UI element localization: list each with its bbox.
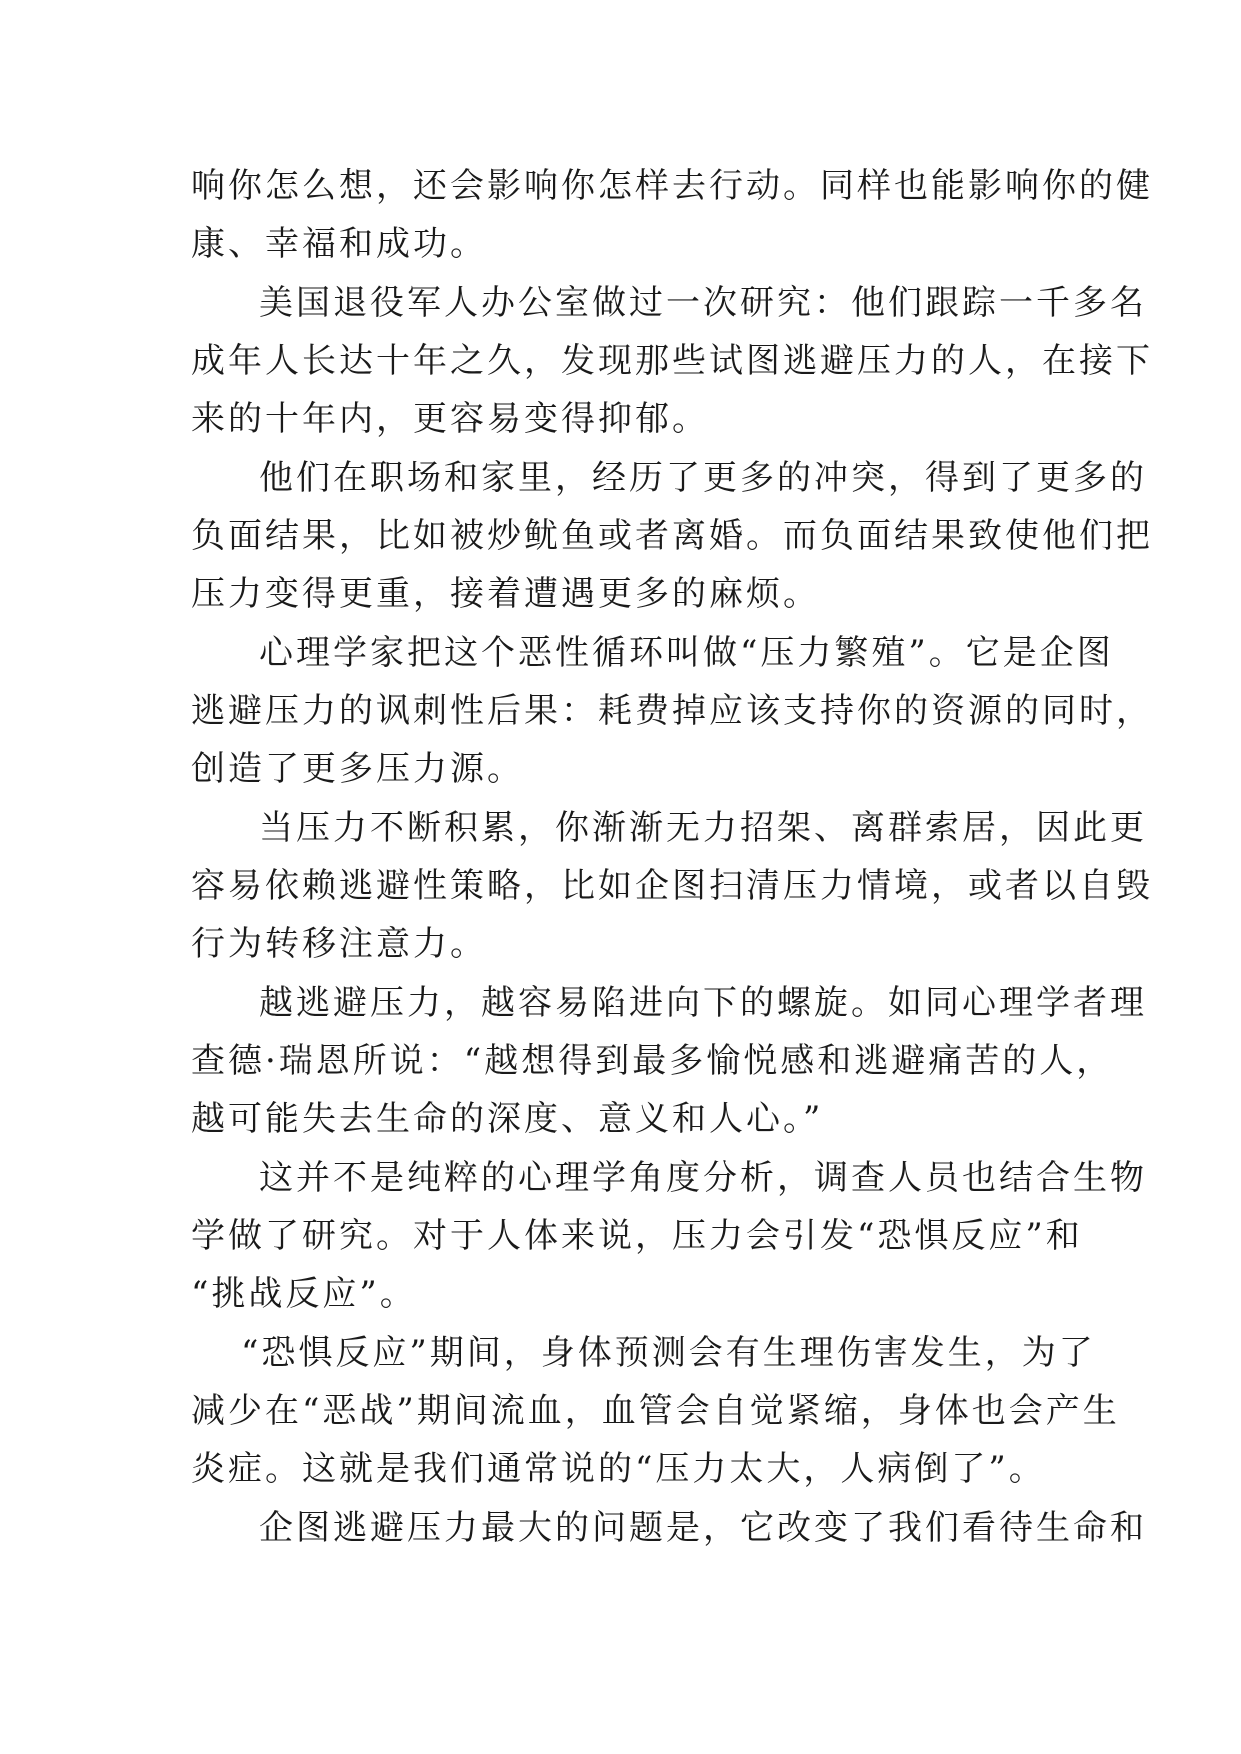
text-line: 负面结果，比如被炒鱿鱼或者离婚。而负面结果致使他们把 [191, 516, 1153, 556]
text-line: 康、幸福和成功。 [191, 224, 487, 264]
text-line: 逃避压力的讽刺性后果：耗费掉应该支持你的资源的同时， [191, 691, 1153, 731]
paragraph-first-line: 他们在职场和家里，经历了更多的冲突，得到了更多的 [259, 458, 1147, 498]
text-line: 行为转移注意力。 [191, 924, 487, 964]
text-line: 查德·瑞恩所说：“越想得到最多愉悦感和逃避痛苦的人， [191, 1041, 1114, 1081]
paragraph-first-line: 企图逃避压力最大的问题是，它改变了我们看待生命和 [259, 1508, 1147, 1548]
text-line: 创造了更多压力源。 [191, 749, 524, 789]
text-line: 学做了研究。对于人体来说，压力会引发“恐惧反应”和 [191, 1216, 1083, 1256]
paragraph-first-line: 越逃避压力，越容易陷进向下的螺旋。如同心理学者理 [259, 983, 1147, 1023]
text-line: 越可能失去生命的深度、意义和人心。” [191, 1099, 824, 1139]
paragraph-first-line: 美国退役军人办公室做过一次研究：他们跟踪一千多名 [259, 283, 1147, 323]
paragraph-first-line: 当压力不断积累，你渐渐无力招架、离群索居，因此更 [259, 808, 1147, 848]
text-line: 容易依赖逃避性策略，比如企图扫清压力情境，或者以自毁 [191, 866, 1153, 906]
text-line: 炎症。这就是我们通常说的“压力太大，人病倒了”。 [191, 1449, 1046, 1489]
paragraph-first-line: “恐惧反应”期间，身体预测会有生理伤害发生，为了 [241, 1333, 1096, 1373]
text-line: 响你怎么想，还会影响你怎样去行动。同样也能影响你的健 [191, 166, 1153, 206]
text-line: 成年人长达十年之久，发现那些试图逃避压力的人，在接下 [191, 341, 1153, 381]
text-line: 压力变得更重，接着遭遇更多的麻烦。 [191, 574, 820, 614]
paragraph-first-line: 心理学家把这个恶性循环叫做“压力繁殖”。它是企图 [259, 633, 1114, 673]
text-line: 减少在“恶战”期间流血，血管会自觉紧缩，身体也会产生 [191, 1391, 1120, 1431]
text-line: “挑战反应”。 [191, 1274, 417, 1314]
text-line: 来的十年内，更容易变得抑郁。 [191, 399, 709, 439]
paragraph-first-line: 这并不是纯粹的心理学角度分析，调查人员也结合生物 [259, 1158, 1147, 1198]
